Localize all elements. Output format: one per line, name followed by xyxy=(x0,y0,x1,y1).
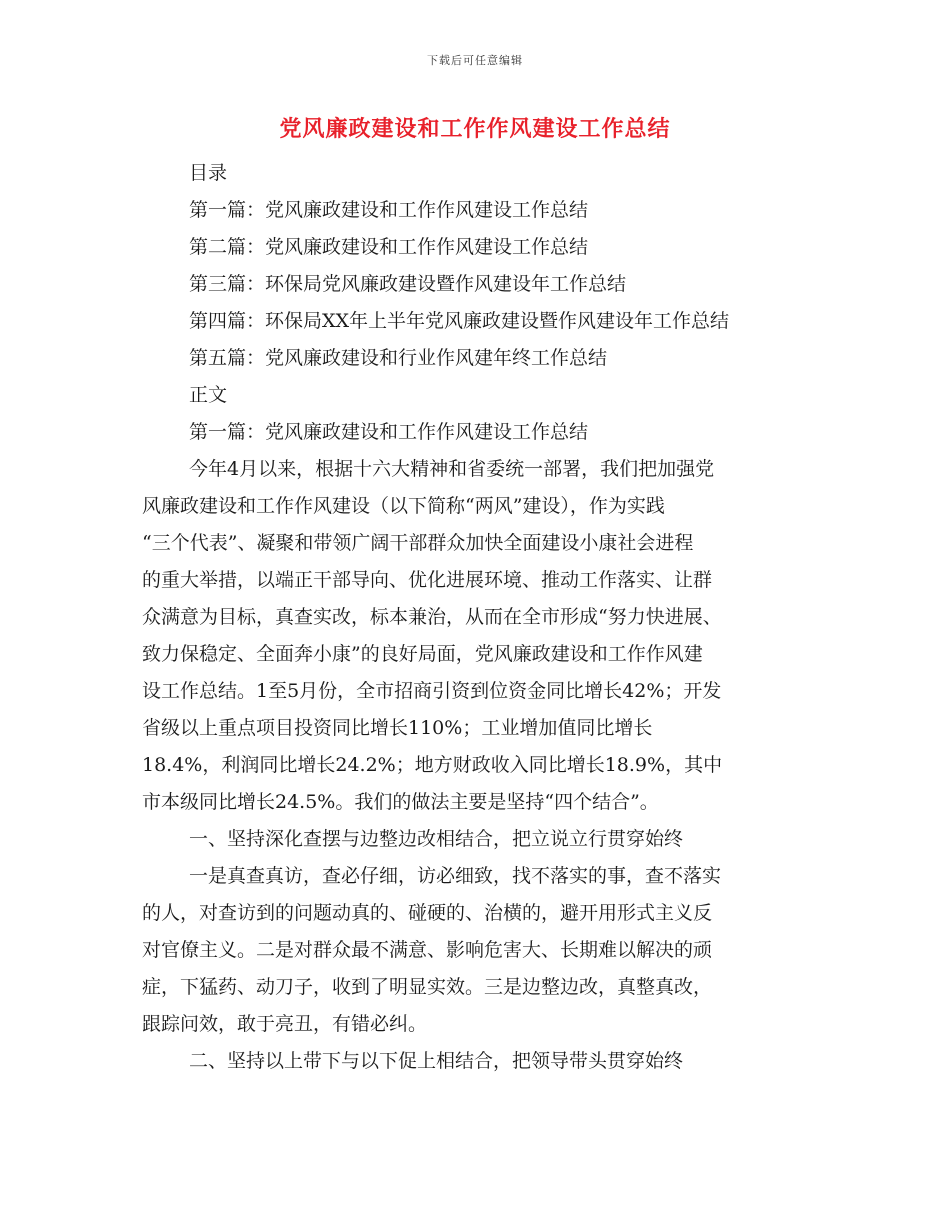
paragraph-line: 设工作总结。1至5月份，全市招商引资到位资金同比增长42%；开发 xyxy=(142,680,722,702)
point-heading: 一、坚持深化查摆与边整边改相结合，把立说立行贯穿始终 xyxy=(189,828,684,850)
document-title: 党风廉政建设和工作作风建设工作总结 xyxy=(279,116,671,142)
paragraph-line: 众满意为目标，真查实改，标本兼治，从而在全市形成“努力快进展、 xyxy=(142,606,722,628)
toc-item: 第二篇：党风廉政建设和工作作风建设工作总结 xyxy=(189,236,589,258)
paragraph-line: 省级以上重点项目投资同比增长110%；工业增加值同比增长 xyxy=(142,717,653,739)
paragraph-line: 市本级同比增长24.5%。我们的做法主要是坚持“四个结合”。 xyxy=(142,791,659,813)
paragraph-line: 致力保稳定、全面奔小康”的良好局面，党风廉政建设和工作作风建 xyxy=(142,643,703,665)
paragraph-line: 今年4月以来，根据十六大精神和省委统一部署，我们把加强党 xyxy=(189,458,715,480)
paragraph-line: 一是真查真访，查必仔细，访必细致，找不落实的事，查不落实 xyxy=(189,865,722,887)
document-body xyxy=(142,155,812,1080)
toc-item: 第三篇：环保局党风廉政建设暨作风建设年工作总结 xyxy=(189,273,627,295)
paragraph-line: 症，下猛药、动刀子，收到了明显实效。三是边整边改，真整真改， xyxy=(142,976,713,998)
paragraph-line: 的重大举措，以端正干部导向、优化进展环境、推动工作落实、让群 xyxy=(142,569,713,591)
paragraph-line: “三个代表”、凝聚和带领广阔干部群众加快全面建设小康社会进程 xyxy=(142,532,694,554)
paragraph-line: 对官僚主义。二是对群众最不满意、影响危害大、长期难以解决的顽 xyxy=(142,939,713,961)
toc-heading: 目录 xyxy=(189,162,228,184)
toc-item: 第一篇：党风廉政建设和工作作风建设工作总结 xyxy=(189,199,589,221)
paragraph-line: 的人，对查访到的问题动真的、碰硬的、治横的，避开用形式主义反 xyxy=(142,902,713,924)
paragraph-line: 18.4%，利润同比增长24.2%；地方财政收入同比增长18.9%，其中 xyxy=(142,754,723,776)
point-heading: 二、坚持以上带下与以下促上相结合，把领导带头贯穿始终 xyxy=(189,1050,684,1072)
paragraph-line: 跟踪问效，敢于亮丑，有错必纠。 xyxy=(142,1013,428,1035)
page-header: 下载后可任意编辑 xyxy=(427,54,523,67)
toc-item: 第四篇：环保局XX年上半年党风廉政建设暨作风建设年工作总结 xyxy=(189,310,730,332)
paragraph-line: 风廉政建设和工作作风建设（以下简称“两风”建设），作为实践 xyxy=(142,495,665,517)
body-heading: 正文 xyxy=(189,384,228,406)
toc-item: 第五篇：党风廉政建设和行业作风建年终工作总结 xyxy=(189,347,608,369)
section-title: 第一篇：党风廉政建设和工作作风建设工作总结 xyxy=(189,421,589,443)
